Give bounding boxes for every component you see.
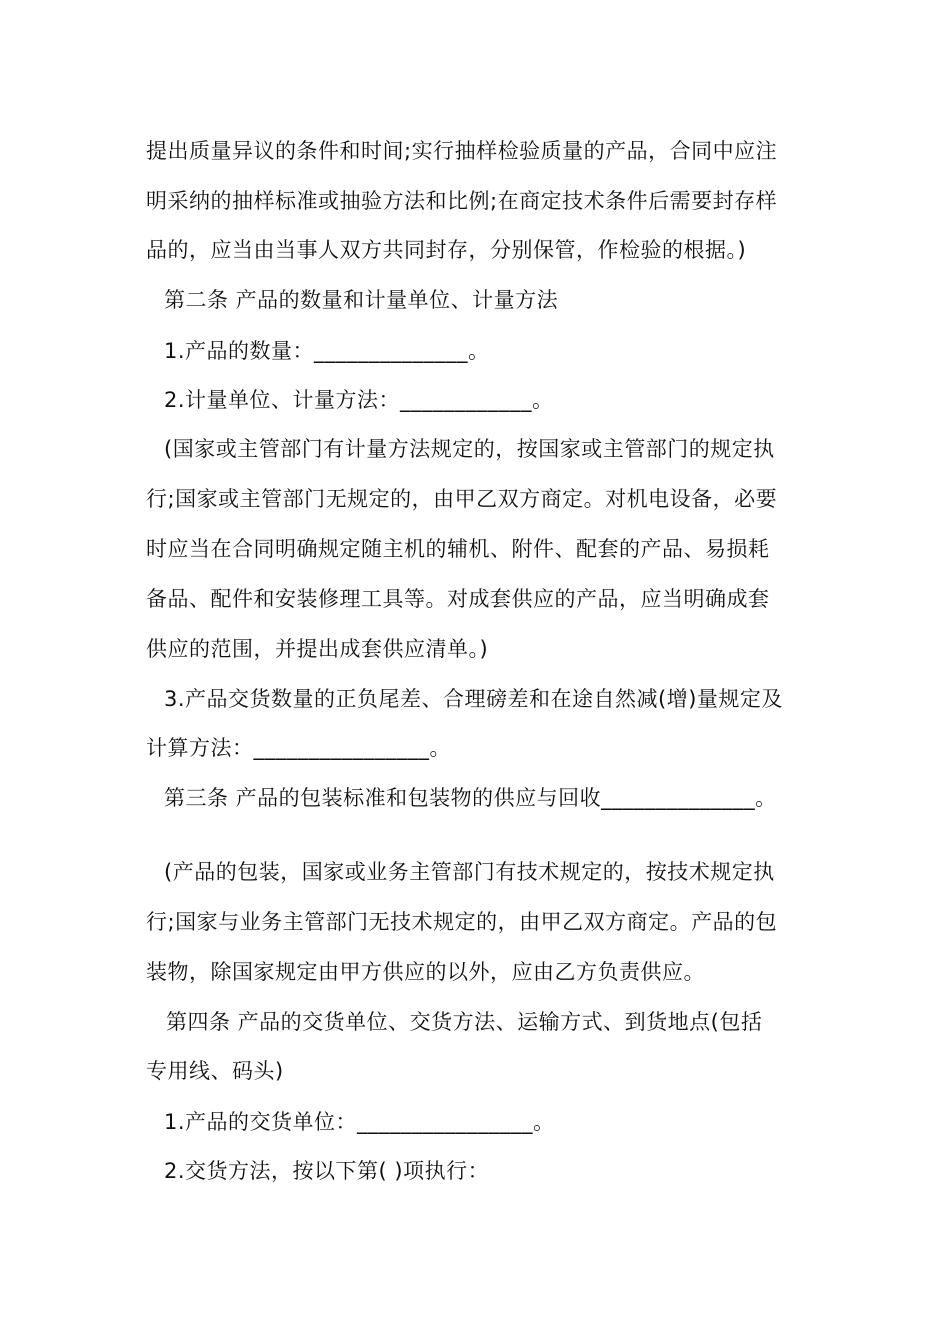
paragraph-line: (产品的包装，国家或业务主管部门有技术规定的，按技术规定执 <box>164 860 775 884</box>
paragraph-line: 供应的范围，并提出成套供应清单。) <box>146 637 489 661</box>
paragraph-line: 备品、配件和安装修理工具等。对成套供应的产品，应当明确成套 <box>146 587 770 611</box>
item-delivery-tolerance: 3.产品交货数量的正负尾差、合理磅差和在途自然减(增)量规定及 <box>164 687 783 711</box>
section-heading-article-4: 第四条 产品的交货单位、交货方法、运输方式、到货地点(包括 <box>166 1010 763 1034</box>
item-measurement-method: 2.计量单位、计量方法：____________。 <box>164 388 554 412</box>
paragraph-line: 明采纳的抽样标准或抽验方法和比例;在商定技术条件后需要封存样 <box>146 189 778 213</box>
section-heading-article-3: 第三条 产品的包装标准和包装物的供应与回收______________。 <box>164 786 777 810</box>
paragraph-line: 装物，除国家规定由甲方供应的以外，应由乙方负责供应。 <box>146 960 705 984</box>
paragraph-line: (国家或主管部门有计量方法规定的，按国家或主管部门的规定执 <box>164 437 775 461</box>
item-delivery-method: 2.交货方法，按以下第( )项执行： <box>164 1159 490 1183</box>
paragraph-line: 品的，应当由当事人双方共同封存，分别保管，作检验的根据。) <box>146 238 747 262</box>
paragraph-line: 计算方法：________________。 <box>146 736 451 760</box>
item-delivery-unit: 1.产品的交货单位：________________。 <box>164 1110 555 1134</box>
section-heading-article-2: 第二条 产品的数量和计量单位、计量方法 <box>164 288 559 312</box>
paragraph-line: 专用线、码头) <box>146 1059 284 1083</box>
paragraph-line: 时应当在合同明确规定随主机的辅机、附件、配套的产品、易损耗 <box>146 537 770 561</box>
paragraph-line: 提出质量异议的条件和时间;实行抽样检验质量的产品，合同中应注 <box>146 139 778 163</box>
paragraph-line: 行;国家与业务主管部门无技术规定的，由甲乙双方商定。产品的包 <box>146 910 778 934</box>
paragraph-line: 行;国家或主管部门无规定的，由甲乙双方商定。对机电设备，必要 <box>146 487 778 511</box>
item-product-quantity: 1.产品的数量：______________。 <box>164 339 490 363</box>
